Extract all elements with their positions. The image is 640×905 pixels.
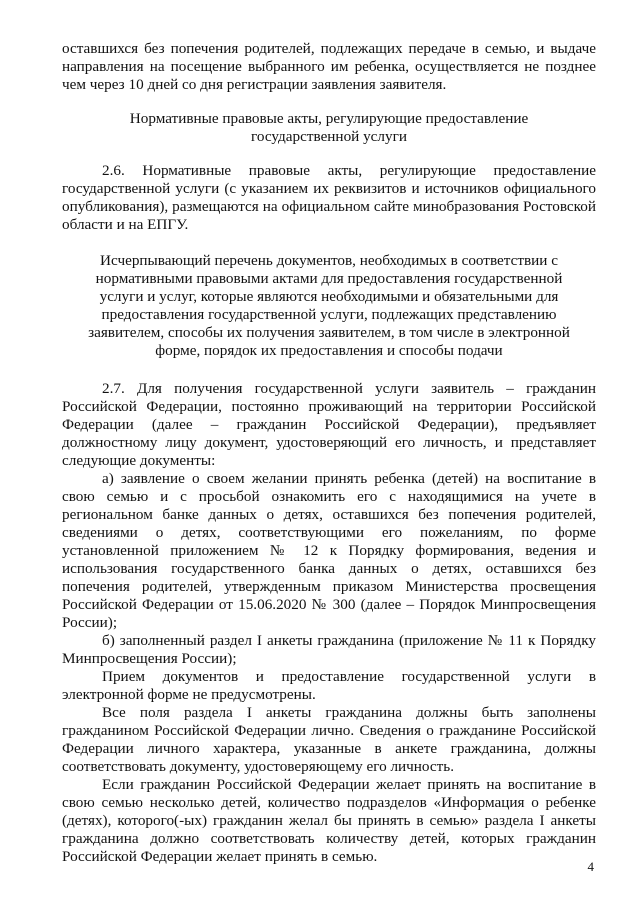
heading-documents-list: Исчерпывающий перечень документов, необходимых в соответствии с нормативными правовыми актами для предоставления государственной услуги и услуг, которые являются необходимыми и обязательными для предоставления государственной услуги, подлежащих представлению заявителем, способы их получения заявителем, в том числе в электронной форме, порядок их предоставления и способы подачи: [88, 252, 570, 359]
item-a-application: а) заявление о своем желании принять ребенка (детей) на воспитание в свою семью и с просьбой ознакомить его с находящимися на учете в региональном банке данных о детях, оставшихся без попечения родителей, сведениями о детях, соответствующими его пожеланиям, по форме установленной приложением № 12 к Порядку формирования, ведения и использования государственного банка данных о детях, оставшихся без попечения родителей, утвержденным приказом Министерства просвещения Российской Федерации от 15.06.2020 № 300 (далее – Порядок Минпросвещения России);: [62, 470, 596, 631]
paragraph-several-children: Если гражданин Российской Федерации желает принять на воспитание в свою семью несколько детей, количество подразделов «Информация о ребенке (детях), которого(-ых) гражданин желал бы принять в семью» раздела I анкеты гражданина должно соответствовать количеству детей, которых гражданин Российской Федерации желает принять в семью.: [62, 776, 596, 865]
paragraph-questionnaire-fields: Все поля раздела I анкеты гражданина должны быть заполнены гражданином Российской Федерации лично. Сведения о гражданине Российской Федерации личного характера, указанные в анкете гражданина, должны соответствовать документу, удостоверяющему его личность.: [62, 704, 596, 775]
paragraph-electronic-form: Прием документов и предоставление государственной услуги в электронной форме не предусмотрены.: [62, 668, 596, 703]
intro-paragraph: оставшихся без попечения родителей, подлежащих передаче в семью, и выдаче направления на посещение выбранного им ребенка, осуществляется не позднее чем через 10 дней со дня регистрации заявления заявителя.: [62, 40, 596, 93]
item-b-questionnaire: б) заполненный раздел I анкеты гражданина (приложение № 11 к Порядку Минпросвещения России);: [62, 632, 596, 667]
document-body: [62, 40, 596, 866]
paragraph-2-6: 2.6. Нормативные правовые акты, регулирующие предоставление государственной услуги (с указанием их реквизитов и источников официального опубликования), размещаются на официальном сайте минобразования Ростовской области и на ЕПГУ.: [62, 162, 596, 233]
heading-normative-acts: Нормативные правовые акты, регулирующие предоставление государственной услуги: [129, 110, 529, 145]
page-number: 4: [587, 859, 594, 874]
paragraph-2-7: 2.7. Для получения государственной услуги заявитель – гражданин Российской Федерации, постоянно проживающий на территории Российской Федерации (далее – гражданин Российской Федерации), предъявляет должностному лицу документ, удостоверяющий его личность, и представляет следующие документы:: [62, 380, 596, 469]
